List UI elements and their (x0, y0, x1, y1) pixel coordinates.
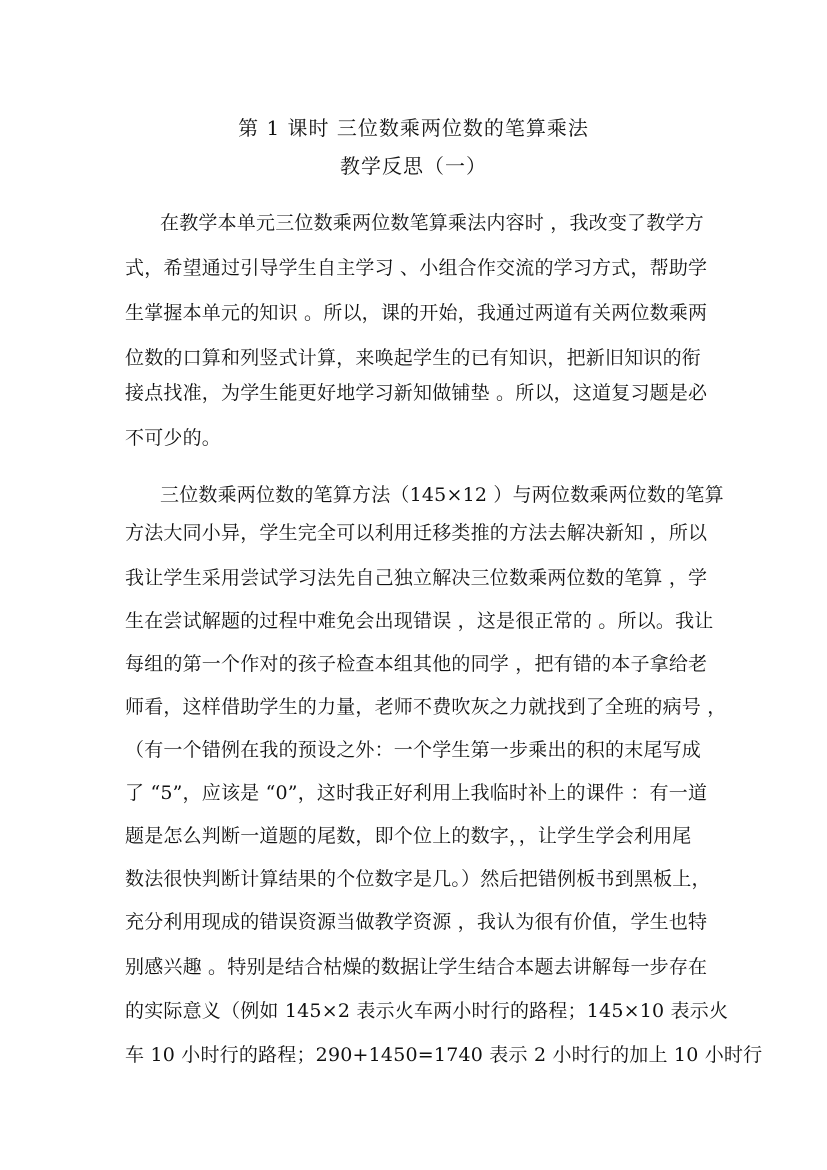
paragraph-2-line: 师看，这样借助学生的力量，老师不费吹灰之力就找到了全班的病号 ， (125, 696, 727, 718)
paragraph-2-line: 三位数乘两位数的笔算方法（145×12 ）与两位数乘两位数的笔算 (160, 484, 724, 506)
paragraph-1-line: 在教学本单元三位数乘两位数笔算乘法内容时 ，我改变了教学方 (160, 212, 704, 234)
paragraph-2-line: 数法很快判断计算结果的个位数字是几。）然后把错例板书到黑板上， (125, 868, 711, 890)
paragraph-2-line: 充分利用现成的错误资源当做教学资源 ，我认为很有价值，学生也特 (125, 911, 708, 933)
paragraph-1-line: 接点找准，为学生能更好地学习新知做铺垫 。所以，这道复习题是必 (125, 382, 708, 404)
paragraph-2-line: 了 “5”，应该是 “0”，这时我正好利用上我临时补上的课件 ：有一道 (125, 782, 708, 804)
document-title-line-2: 教学反思（一） (340, 154, 487, 178)
paragraph-2-line: 的实际意义（例如 145×2 表示火车两小时行的路程；145×10 表示火 (125, 1000, 729, 1022)
paragraph-2-line: 方法大同小异，学生完全可以利用迁移类推的方法去解决新知 ，所以 (125, 522, 708, 544)
paragraph-1-line: 位数的口算和列竖式计算，来唤起学生的已有知识，把新旧知识的衔 (125, 347, 702, 369)
paragraph-2-line: （有一个错例在我的预设之外：一个学生第一步乘出的积的末尾写成 (125, 739, 702, 761)
paragraph-2-line: 我让学生采用尝试学习法先自己独立解决三位数乘两位数的笔算 ，学 (125, 567, 708, 589)
paragraph-1-line: 式，希望通过引导学生自主学习 、小组合作交流的学习方式，帮助学 (125, 257, 708, 279)
paragraph-2-line: 车 10 小时行的路程；290+1450=1740 表示 2 小时行的加上 10 小时行 (125, 1044, 763, 1066)
paragraph-2-line: 生在尝试解题的过程中难免会出现错误 ，这是很正常的 。所以。我让 (125, 610, 714, 632)
paragraph-2-line: 别感兴趣 。特别是结合枯燥的数据让学生结合本题去讲解每一步存在 (125, 956, 708, 978)
document-title-line-1: 第 1 课时 三位数乘两位数的笔算乘法 (238, 116, 589, 140)
paragraph-1-line: 不可少的。 (125, 427, 222, 449)
paragraph-2-line: 题是怎么判断一道题的尾数，即个位上的数字，，让学生学会利用尾 (125, 825, 692, 847)
paragraph-1-line: 生掌握本单元的知识 。所以，课的开始，我通过两道有关两位数乘两 (125, 302, 708, 324)
paragraph-2-line: 每组的第一个作对的孩子检查本组其他的同学 ，把有错的本子拿给老 (125, 653, 708, 675)
